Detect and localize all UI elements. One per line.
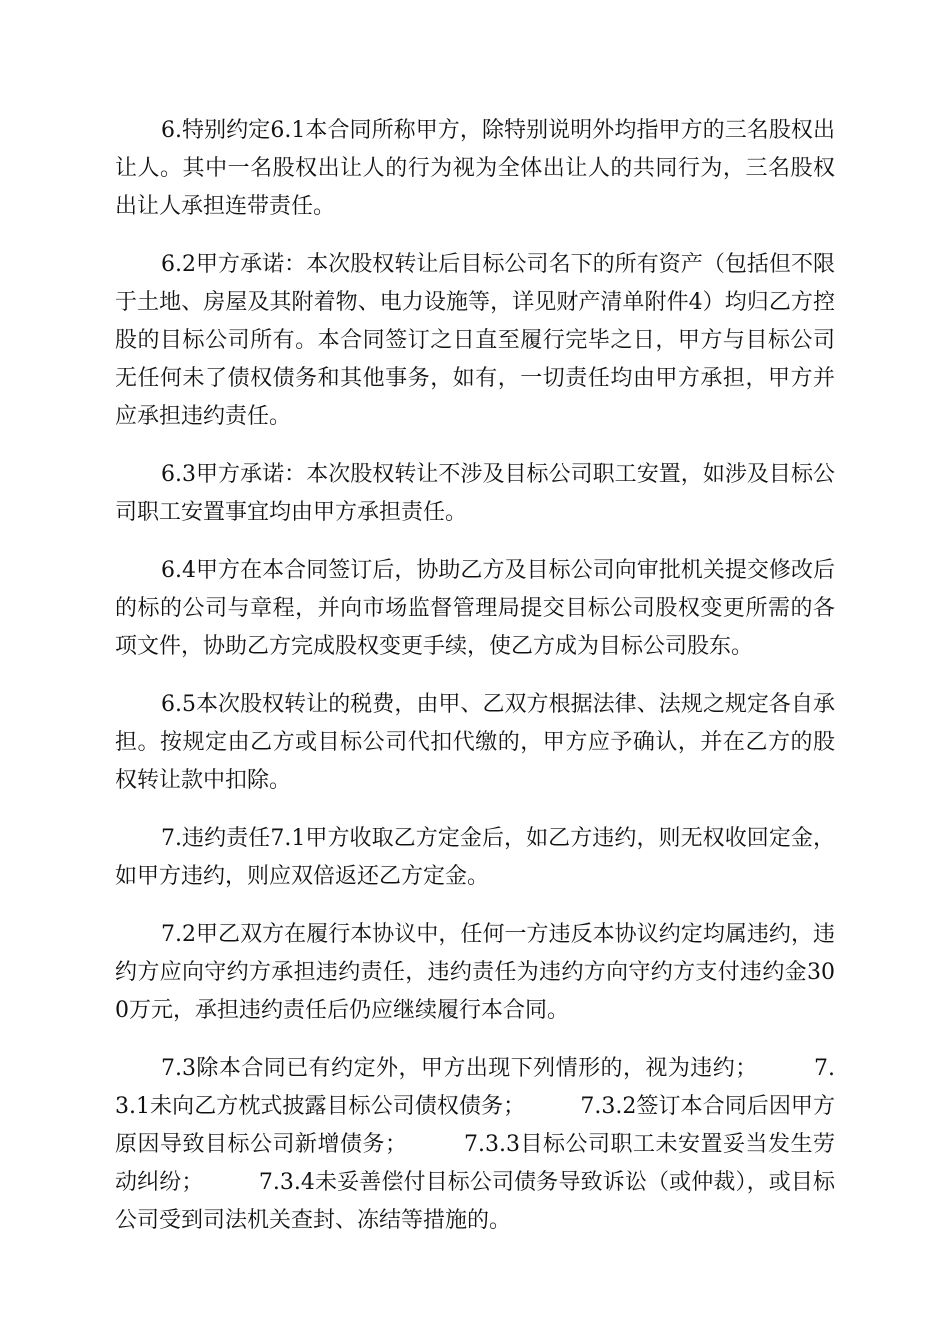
- paragraph-6-5: 6.5本次股权转让的税费，由甲、乙双方根据法律、法规之规定各自承担。按规定由乙方或目标公司代扣代缴的，甲方应予确认，并在乙方的股权转让款中扣除。: [115, 692, 835, 793]
- document-body: [115, 112, 835, 1260]
- paragraph-6-2: 6.2甲方承诺：本次股权转让后目标公司名下的所有资产（包括但不限于土地、房屋及其附着物、电力设施等，详见财产清单附件4）均归乙方控股的目标公司所有。本合同签订之日直至履行完毕之日，甲方与目标公司无任何未了债权债务和其他事务，如有，一切责任均由甲方承担，甲方并应承担违约责任。: [115, 252, 835, 429]
- paragraph-7-2: 7.2甲乙双方在履行本协议中，任何一方违反本协议约定均属违约，违约方应向守约方承担违约责任，违约责任为违约方向守约方支付违约金300万元，承担违约责任后仍应继续履行本合同。: [115, 922, 835, 1023]
- paragraph-7-3: 7.3除本合同已有约定外，甲方出现下列情形的，视为违约； 7.3.1未向乙方枕式披露目标公司债权债务； 7.3.2签订本合同后因甲方原因导致目标公司新增债务； 7.3.3目标公司职工未安置妥当发生劳动纠纷； 7.3.4未妥善偿付目标公司债务导致诉讼（或仲裁），或目标公司受到司法机关查封、冻结等措施的。: [115, 1056, 835, 1233]
- paragraph-6-3: 6.3甲方承诺：本次股权转让不涉及目标公司职工安置，如涉及目标公司职工安置事宜均由甲方承担责任。: [115, 462, 835, 525]
- paragraph-6-4: 6.4甲方在本合同签订后，协助乙方及目标公司向审批机关提交修改后的标的公司与章程，并向市场监督管理局提交目标公司股权变更所需的各项文件，协助乙方完成股权变更手续，使乙方成为目标公司股东。: [115, 558, 835, 659]
- paragraph-6-1: 6.特别约定6.1本合同所称甲方，除特别说明外均指甲方的三名股权出让人。其中一名股权出让人的行为视为全体出让人的共同行为，三名股权出让人承担连带责任。: [115, 118, 835, 219]
- paragraph-7-1: 7.违约责任7.1甲方收取乙方定金后，如乙方违约，则无权收回定金，如甲方违约，则应双倍返还乙方定金。: [115, 826, 835, 889]
